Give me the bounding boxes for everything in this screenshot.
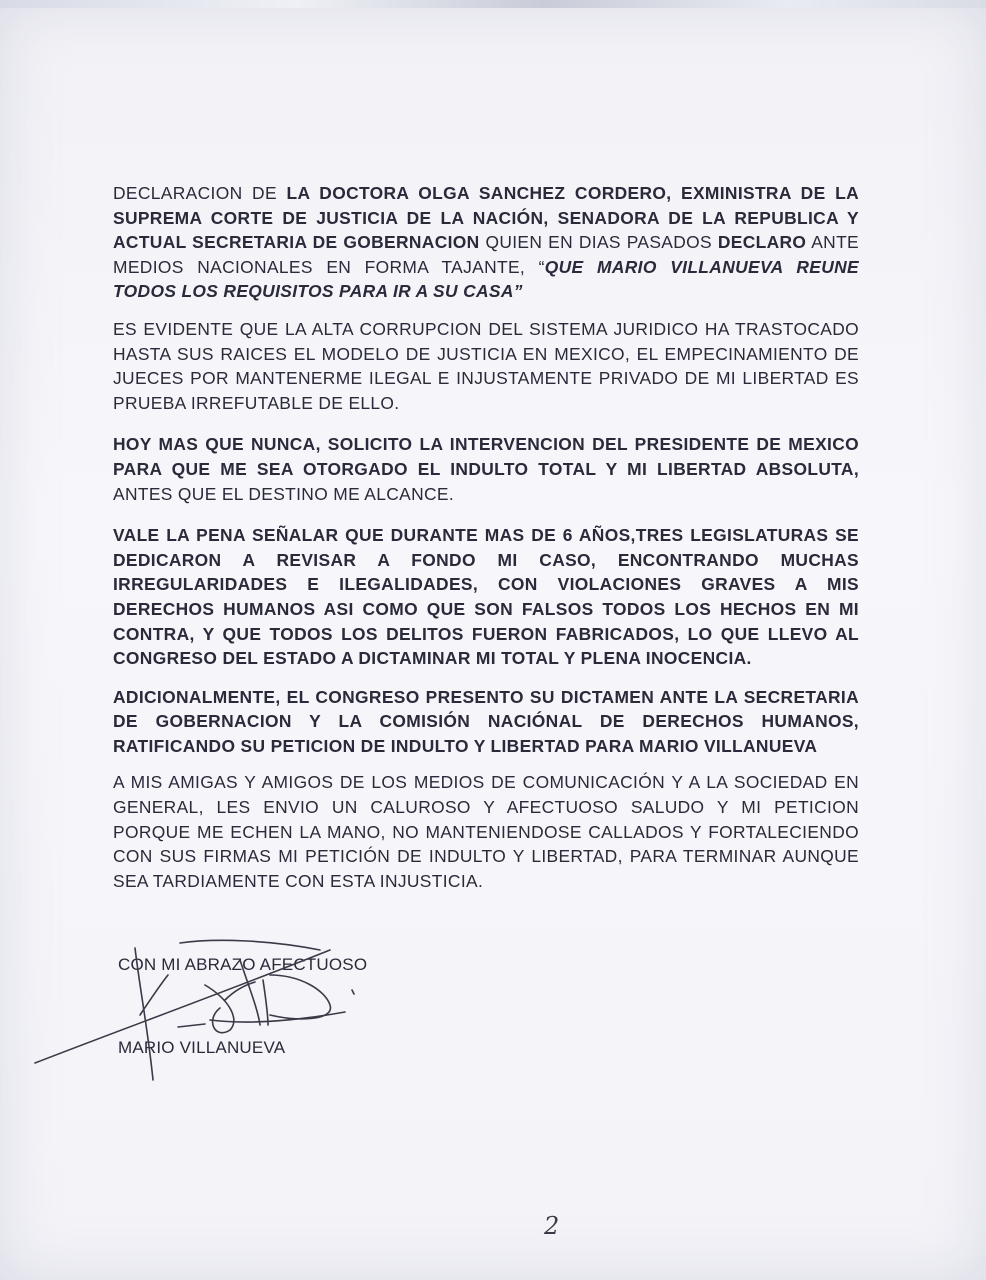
- paragraph-congress: ADICIONALMENTE, EL CONGRESO PRESENTO SU DICTAMEN ANTE LA SECRETARIA DE GOBERNACION Y LA COMISIÓN NACIÓNAL DE DERECHOS HUMANOS, RATIFICANDO SU PETICION DE INDULTO Y LIBERTAD PARA MARIO VILLANUEVA: [113, 686, 859, 756]
- paragraph-corruption: ES EVIDENTE QUE LA ALTA CORRUPCION DEL SISTEMA JURIDICO HA TRASTOCADO HASTA SUS RAICES EL MODELO DE JUSTICIA EN MEXICO, EL EMPECINAMIENTO DE JUECES POR MANTENERME ILEGAL E INJUSTAMENTE PRIVADO DE MI LIBERTAD ES PRUEBA IRREFUTABLE DE ELLO.: [113, 318, 859, 413]
- p1-text-2: QUIEN EN DIAS PASADOS: [479, 232, 718, 253]
- p1-bold-name: LA DOCTORA OLGA SANCHEZ CORDERO, EXMINISTRA DE LA SUPREMA CORTE DE JUSTICIA DE LA NACIÓN, SENADORA DE LA REPUBLICA Y ACTUAL SECRETARIA DE GOBERNACION: [113, 183, 859, 253]
- paragraph-legislatures: VALE LA PENA SEÑALAR QUE DURANTE MAS DE 6 AÑOS,TRES LEGISLATURAS SE DEDICARON A REVISAR A FONDO MI CASO, ENCONTRANDO MUCHAS IRREGULARIDADES E ILEGALIDADES, CON VIOLACIONES GRAVES A MIS DERECHOS HUMANOS ASI COMO QUE SON FALSOS TODOS LOS HECHOS EN MI CONTRA, Y QUE TODOS LOS DELITOS FUERON FABRICADOS, LO QUE LLEVO AL CONGRESO DEL ESTADO A DICTAMINAR MI TOTAL Y PLENA INOCENCIA.: [113, 525, 859, 669]
- handwritten-page-number: [536, 1210, 576, 1240]
- closing-line: CON MI ABRAZO AFECTUOSO: [118, 955, 368, 974]
- p1-text-3: ANTE MEDIOS NACIONALES EN FORMA TAJANTE, “: [113, 232, 859, 277]
- paragraph-media: A MIS AMIGAS Y AMIGOS DE LOS MEDIOS DE COMUNICACIÓN Y A LA SOCIEDAD EN GENERAL, LES ENVIO UN CALUROSO Y AFECTUOSO SALUDO Y MI PETICION PORQUE ME ECHEN LA MANO, NO MANTENIENDOSE CALLADOS Y FORTALECIENDO CON SUS FIRMAS MI PETICIÓN DE INDULTO Y LIBERTAD, PARA TERMINAR AUNQUE SEA TARDIAMENTE CON ESTA INJUSTICIA.: [113, 772, 859, 891]
- p1-text-1: DECLARACION DE: [113, 183, 287, 203]
- p1-quote: QUE MARIO VILLANUEVA REUNE TODOS LOS REQUISITOS PARA IR A SU CASA”: [113, 256, 860, 302]
- p1-bold-declaro: DECLARO: [717, 232, 807, 253]
- page-number-text: 2: [544, 1212, 560, 1240]
- signer-name: MARIO VILLANUEVA: [118, 1038, 286, 1057]
- p3-bold: HOY MAS QUE NUNCA, SOLICITO LA INTERVENCION DEL PRESIDENTE DE MEXICO PARA QUE ME SEA OTORGADO EL INDULTO TOTAL Y MI LIBERTAD ABSOLUTA,: [113, 434, 859, 479]
- p3-text: ANTES QUE EL DESTINO ME ALCANCE.: [113, 483, 455, 504]
